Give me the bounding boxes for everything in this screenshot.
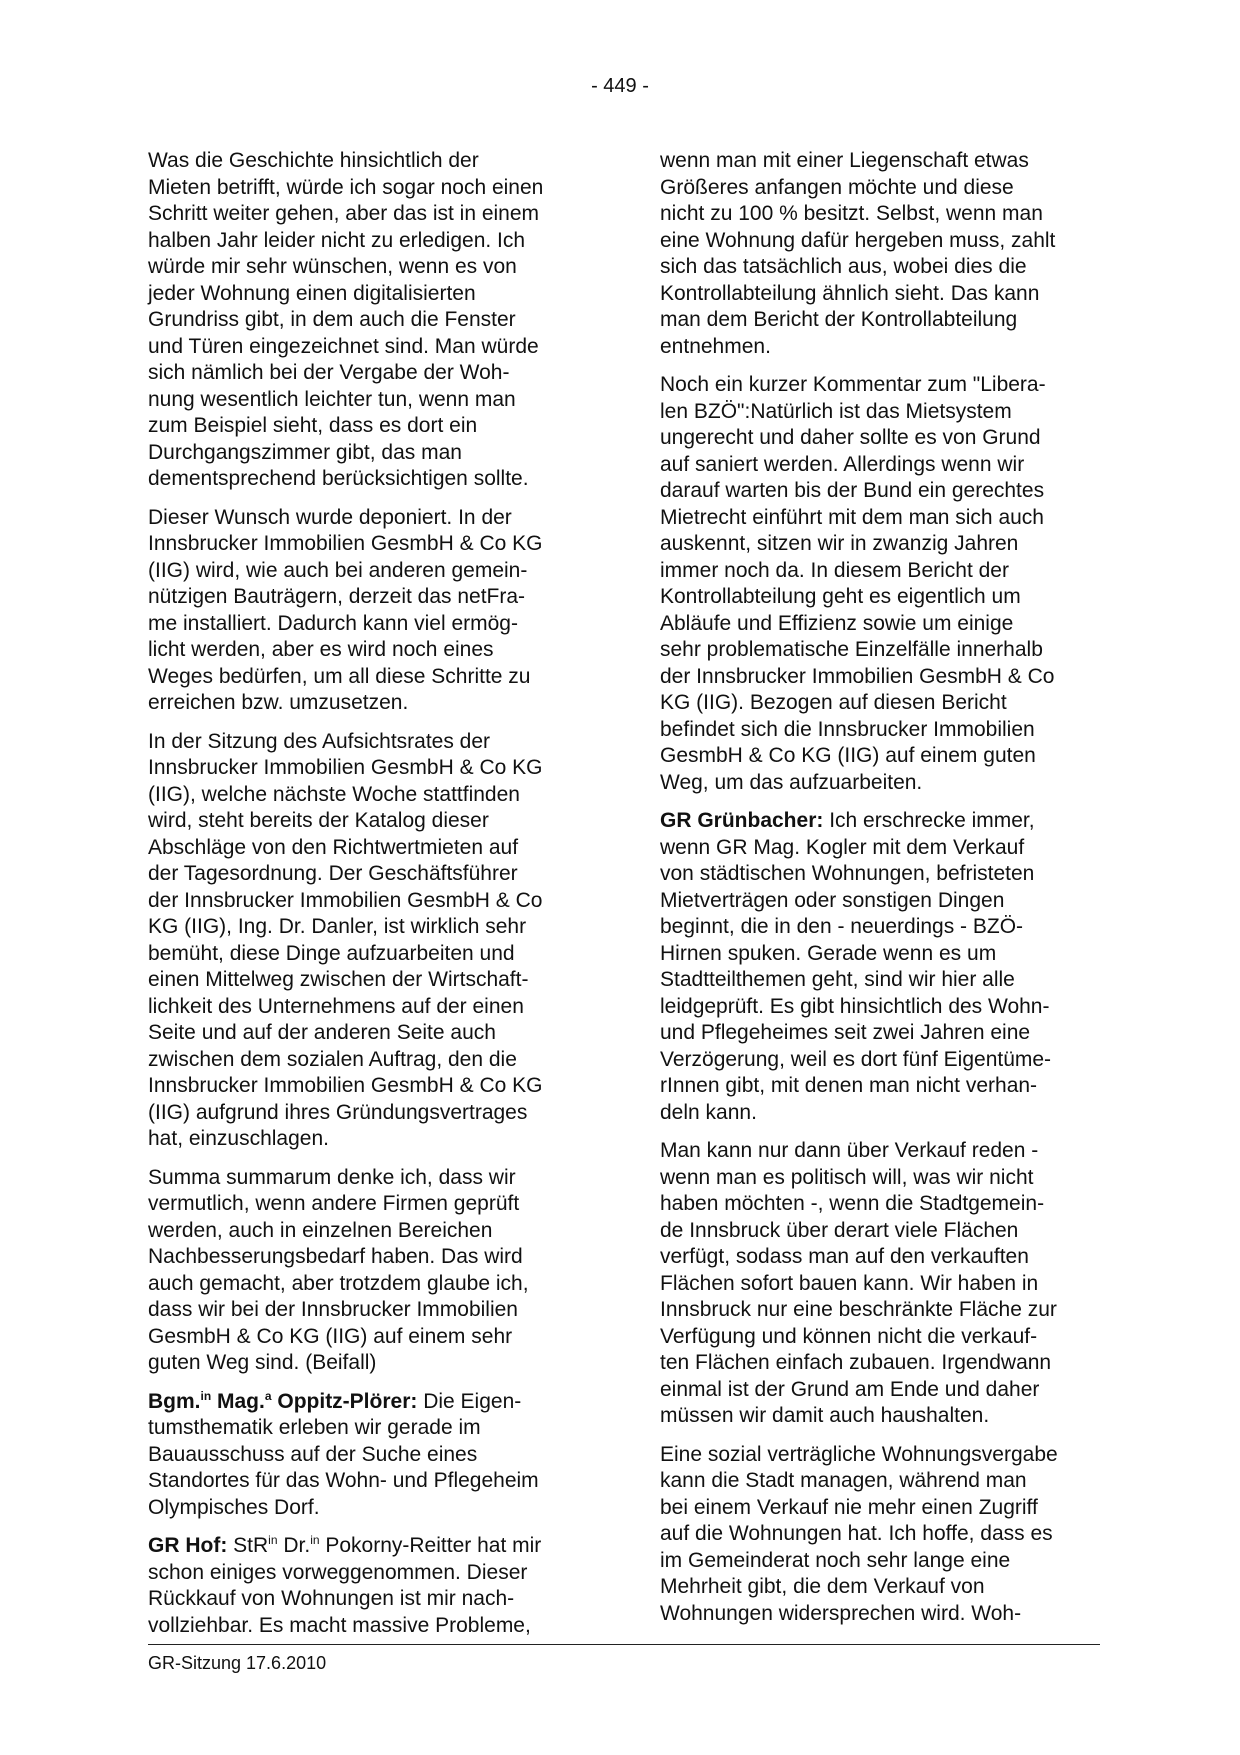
paragraph: Dieser Wunsch wurde deponiert. In der Innsbrucker Immobilien GesmbH & Co KG (IIG) wird, wie auch bei anderen gemein- nützigen Bauträgern, derzeit das netFra- me installiert. Dadurch kann viel ermög- licht werden, aber es wird noch eines Weges bedürfen, um all diese Schritte zu erreichen bzw. umzusetzen. — [148, 505, 543, 714]
speaker-name: Bgm.$^{in}$ Mag.$^a$ Oppitz-Plörer: — [148, 1388, 418, 1413]
paragraph: Man kann nur dann über Verkauf reden - wenn man es politisch will, was wir nicht haben möchten -, wenn die Stadtgemein- de Innsbruck über derart viele Flächen verfügt, sodass man auf den verkauften Flächen sofort bauen kann. Wir haben in Innsbruck nur eine beschränkte Fläche zur Verfügung und können nicht die verkauf- ten Flächen einfach zubauen. Irgendwann einmal ist der Grund am Ende und daher müssen wir damit auch haushalten. — [660, 1139, 1057, 1427]
speech-text: Ich erschrecke immer, wenn GR Mag. Kogler mit dem Verkauf von städtischen Wohnungen, befristeten Mietverträgen oder sonstigen Dingen beginnt, die in den - neuerdings - BZÖ- Hirnen spuken. Gerade wenn es um Stadtteilthemen geht, sind wir hier alle leidgeprüft. Es gibt hinsichtlich des Wohn- und Pflegeheimes seit zwei Jahren eine Verzögerung, weil es dort fünf Eigentüme- rInnen gibt, mit denen man nicht verhan- deln kann. — [660, 809, 1052, 1124]
speaker-paragraph: GR Hof: StR$^{in}$ Dr.$^{in}$ Pokorny-Reitter hat mir schon einiges vorweggenommen. Dieser Rückkauf von Wohnungen ist mir nach- vollziehbar. Es macht massive Probleme, — [148, 1533, 542, 1637]
footer-divider — [148, 1644, 1100, 1645]
page-number: - 449 - — [591, 75, 649, 97]
left-column — [148, 148, 588, 1651]
speech-text: Pokorny-Reitter hat mir schon einiges vorweggenommen. Dieser Rückkauf von Wohnungen ist mir nach- vollziehbar. Es macht massive Probleme, — [148, 1534, 542, 1637]
paragraph: Eine sozial verträgliche Wohnungsvergabe kann die Stadt managen, während man bei einem Verkauf nie mehr einen Zugriff auf die Wohnungen hat. Ich hoffe, dass es im Gemeinderat noch sehr lange eine Mehrheit gibt, die dem Verkauf von Wohnungen widersprechen wird. Woh- — [660, 1442, 1058, 1625]
footer-text: GR-Sitzung 17.6.2010 — [148, 1653, 327, 1673]
paragraph: Was die Geschichte hinsichtlich der Mieten betrifft, würde ich sogar noch einen Schritt weiter gehen, aber das ist in einem halben Jahr leider nicht zu erledigen. Ich würde mir sehr wünschen, wenn es von jeder Wohnung einen digitalisierten Grundriss gibt, in dem auch die Fenster und Türen eingezeichnet sind. Man würde sich nämlich bei der Vergabe der Woh- nung wesentlich leichter tun, wenn man zum Beispiel sieht, dass es dort ein Durchgangszimmer gibt, das man dementsprechend berücksichtigen sollte. — [148, 149, 544, 490]
paragraph: In der Sitzung des Aufsichtsrates der Innsbrucker Immobilien GesmbH & Co KG (IIG), welche nächste Woche stattfinden wird, steht bereits der Katalog dieser Abschläge von den Richtwertmieten auf der Tagesordnung. Der Geschäftsführer der Innsbrucker Immobilien GesmbH & Co KG (IIG), Ing. Dr. Danler, ist wirklich sehr bemüht, diese Dinge aufzuarbeiten und einen Mittelweg zwischen der Wirtschaft- lichkeit des Unternehmens auf der einen Seite und auf der anderen Seite auch zwischen dem sozialen Auftrag, den die Innsbrucker Immobilien GesmbH & Co KG (IIG) aufgrund ihres Gründungsvertrages hat, einzuschlagen. — [148, 729, 543, 1150]
speaker-name: GR Hof: — [148, 1534, 228, 1557]
speaker-paragraph — [660, 808, 1100, 1126]
speech-text: Die Eigen- tumsthematik erleben wir gerade im Bauausschuss auf der Suche eines Standortes für das Wohn- und Pflegeheim Olympisches Dorf. — [148, 1389, 539, 1519]
paragraph: wenn man mit einer Liegenschaft etwas Größeres anfangen möchte und diese nicht zu 100 % besitzt. Selbst, wenn man eine Wohnung dafür hergeben muss, zahlt sich das tatsächlich aus, wobei dies die Kontrollabteilung ähnlich sieht. Das kann man dem Bericht der Kontrollabteilung entnehmen. — [660, 149, 1056, 358]
right-column — [660, 148, 1100, 1639]
paragraph: Noch ein kurzer Kommentar zum "Libera- len BZÖ":Natürlich ist das Mietsystem ungerecht und daher sollte es von Grund auf saniert werden. Allerdings wenn wir darauf warten bis der Bund ein gerechtes Mietrecht einführt mit dem man sich auch auskennt, sitzen wir in zwanzig Jahren immer noch da. In diesem Bericht der Kontrollabteilung geht es eigentlich um Abläufe und Effizienz sowie um einige sehr problematische Einzelfälle innerhalb der Innsbrucker Immobilien GesmbH & Co KG (IIG). Bezogen auf diesen Bericht befindet sich die Innsbrucker Immobilien GesmbH & Co KG (IIG) auf einem guten Weg, um das aufzuarbeiten. — [660, 373, 1055, 794]
speaker-paragraph — [148, 1389, 588, 1522]
paragraph: Summa summarum denke ich, dass wir vermutlich, wenn andere Firmen geprüft werden, auch in einzelnen Bereichen Nachbesserungsbedarf haben. Das wird auch gemacht, aber trotzdem glaube ich, dass wir bei der Innsbrucker Immobilien GesmbH & Co KG (IIG) auf einem sehr guten Weg sind. (Beifall) — [148, 1165, 529, 1374]
speaker-name: GR Grünbacher: — [660, 809, 824, 832]
